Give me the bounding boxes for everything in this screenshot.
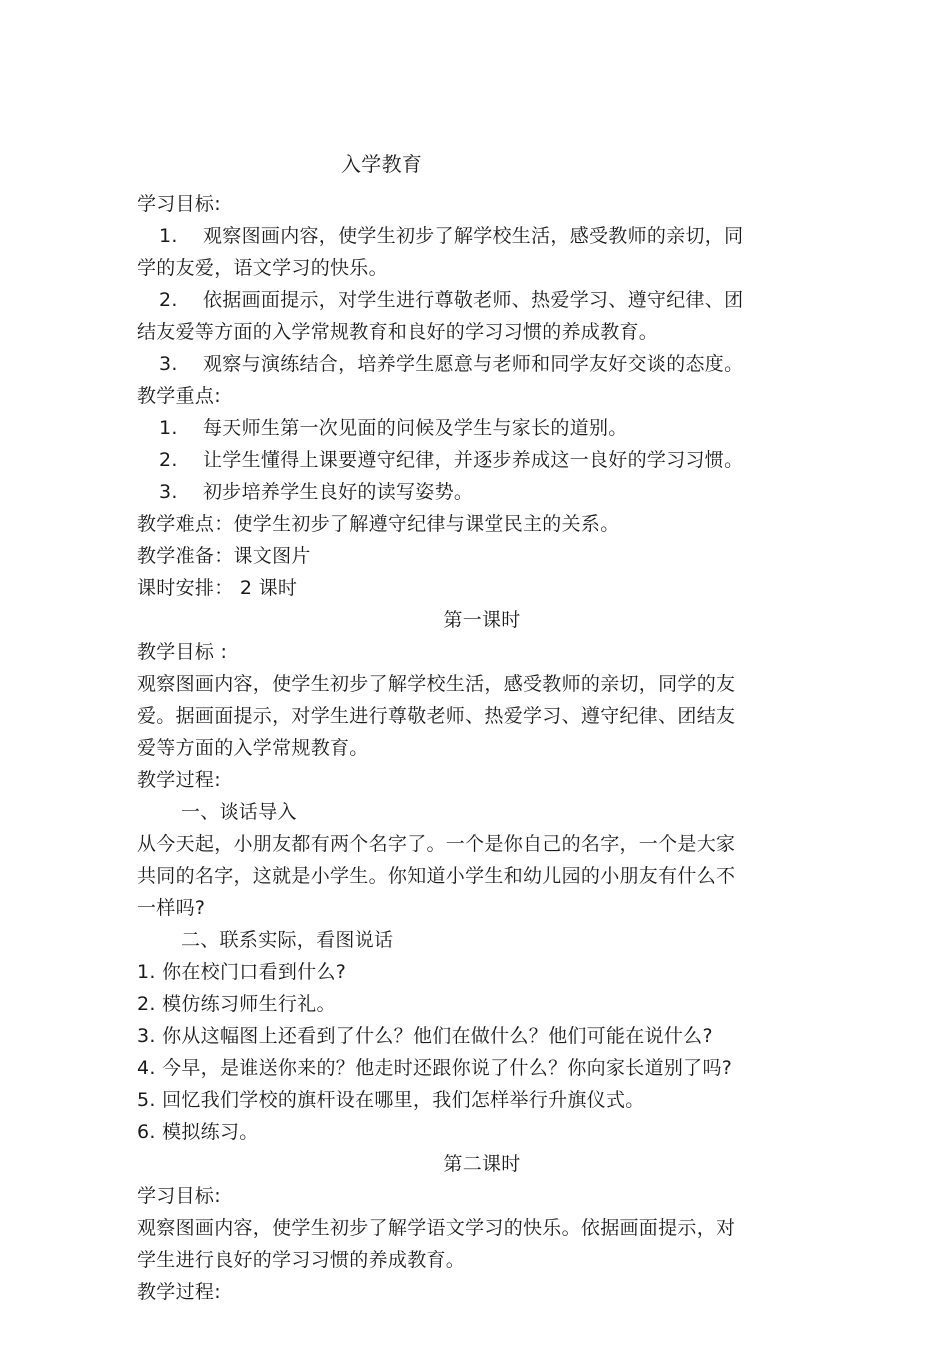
learning-goal-2-continued: 结友爱等方面的入学常规教育和良好的学习习惯的养成教育。 <box>137 321 659 343</box>
key-point-1 <box>137 412 787 444</box>
lesson2-goal-heading: 学习目标: <box>137 1185 221 1207</box>
lesson1-goal-heading: 教学目标 : <box>137 641 228 663</box>
lesson1-question-4: 4. 今早，是谁送你来的？他走时还跟你说了什么？你向家长道别了吗? <box>137 1057 733 1079</box>
document-content <box>137 142 787 1308</box>
key-point-1-text: 每天师生第一次见面的问候及学生与家长的道别。 <box>203 417 628 439</box>
lesson-schedule: 课时安排： 2 课时 <box>137 577 298 599</box>
lesson1-part1-heading: 一、谈话导入 <box>181 801 297 823</box>
learning-goal-3 <box>137 348 787 380</box>
lesson1-part1-line-3: 一样吗? <box>137 897 206 919</box>
key-points-heading: 教学重点: <box>137 385 221 407</box>
lesson2-goal-line-1: 观察图画内容，使学生初步了解学语文学习的快乐。依据画面提示，对 <box>137 1217 736 1239</box>
key-point-2-text: 让学生懂得上课要遵守纪律，并逐步养成这一良好的学习习惯。 <box>203 449 744 471</box>
lesson1-part2-heading: 二、联系实际，看图说话 <box>181 929 394 951</box>
lesson1-goal-line-3: 爱等方面的入学常规教育。 <box>137 737 369 759</box>
teaching-difficulty: 教学难点：使学生初步了解遵守纪律与课堂民主的关系。 <box>137 513 620 535</box>
learning-goal-2 <box>137 284 787 316</box>
learning-goal-2-text: 依据画面提示，对学生进行尊敬老师、热爱学习、遵守纪律、团 <box>203 289 744 311</box>
lesson2-process-heading: 教学过程: <box>137 1281 221 1303</box>
lesson1-question-2: 2. 模仿练习师生行礼。 <box>137 993 336 1015</box>
lesson1-question-5: 5. 回忆我们学校的旗杆设在哪里，我们怎样举行升旗仪式。 <box>137 1089 645 1111</box>
learning-goal-2-number: 2. <box>159 289 178 311</box>
learning-goal-1-continued: 学的友爱，语文学习的快乐。 <box>137 257 388 279</box>
document-title: 入学教育 <box>341 152 423 176</box>
learning-goal-1 <box>137 220 787 252</box>
lesson1-goal-line-1: 观察图画内容，使学生初步了解学校生活，感受教师的亲切，同学的友 <box>137 673 736 695</box>
key-point-1-number: 1. <box>159 417 178 439</box>
learning-goal-3-number: 3. <box>159 353 178 375</box>
lesson1-process-heading: 教学过程: <box>137 769 221 791</box>
lesson1-heading: 第一课时 <box>443 609 521 631</box>
lesson1-question-6: 6. 模拟练习。 <box>137 1121 259 1143</box>
learning-goal-1-text: 观察图画内容，使学生初步了解学校生活，感受教师的亲切，同 <box>203 225 744 247</box>
key-point-2-number: 2. <box>159 449 178 471</box>
key-point-2 <box>137 444 787 476</box>
lesson1-goal-line-2: 爱。据画面提示，对学生进行尊敬老师、热爱学习、遵守纪律、团结友 <box>137 705 736 727</box>
lesson1-part1-line-1: 从今天起，小朋友都有两个名字了。一个是你自己的名字，一个是大家 <box>137 833 736 855</box>
key-point-3-text: 初步培养学生良好的读写姿势。 <box>203 481 474 503</box>
lesson1-question-3: 3. 你从这幅图上还看到了什么？他们在做什么？他们可能在说什么? <box>137 1025 713 1047</box>
key-point-3 <box>137 476 787 508</box>
learning-goal-3-text: 观察与演练结合，培养学生愿意与老师和同学友好交谈的态度。 <box>203 353 744 375</box>
lesson2-heading: 第二课时 <box>443 1153 521 1175</box>
lesson2-goal-line-2: 学生进行良好的学习习惯的养成教育。 <box>137 1249 466 1271</box>
lesson1-question-1: 1. 你在校门口看到什么? <box>137 961 347 983</box>
teaching-preparation: 教学准备：课文图片 <box>137 545 311 567</box>
learning-goals-heading: 学习目标: <box>137 193 221 215</box>
lesson1-part1-line-2: 共同的名字，这就是小学生。你知道小学生和幼儿园的小朋友有什么不 <box>137 865 736 887</box>
key-point-3-number: 3. <box>159 481 178 503</box>
learning-goal-1-number: 1. <box>159 225 178 247</box>
